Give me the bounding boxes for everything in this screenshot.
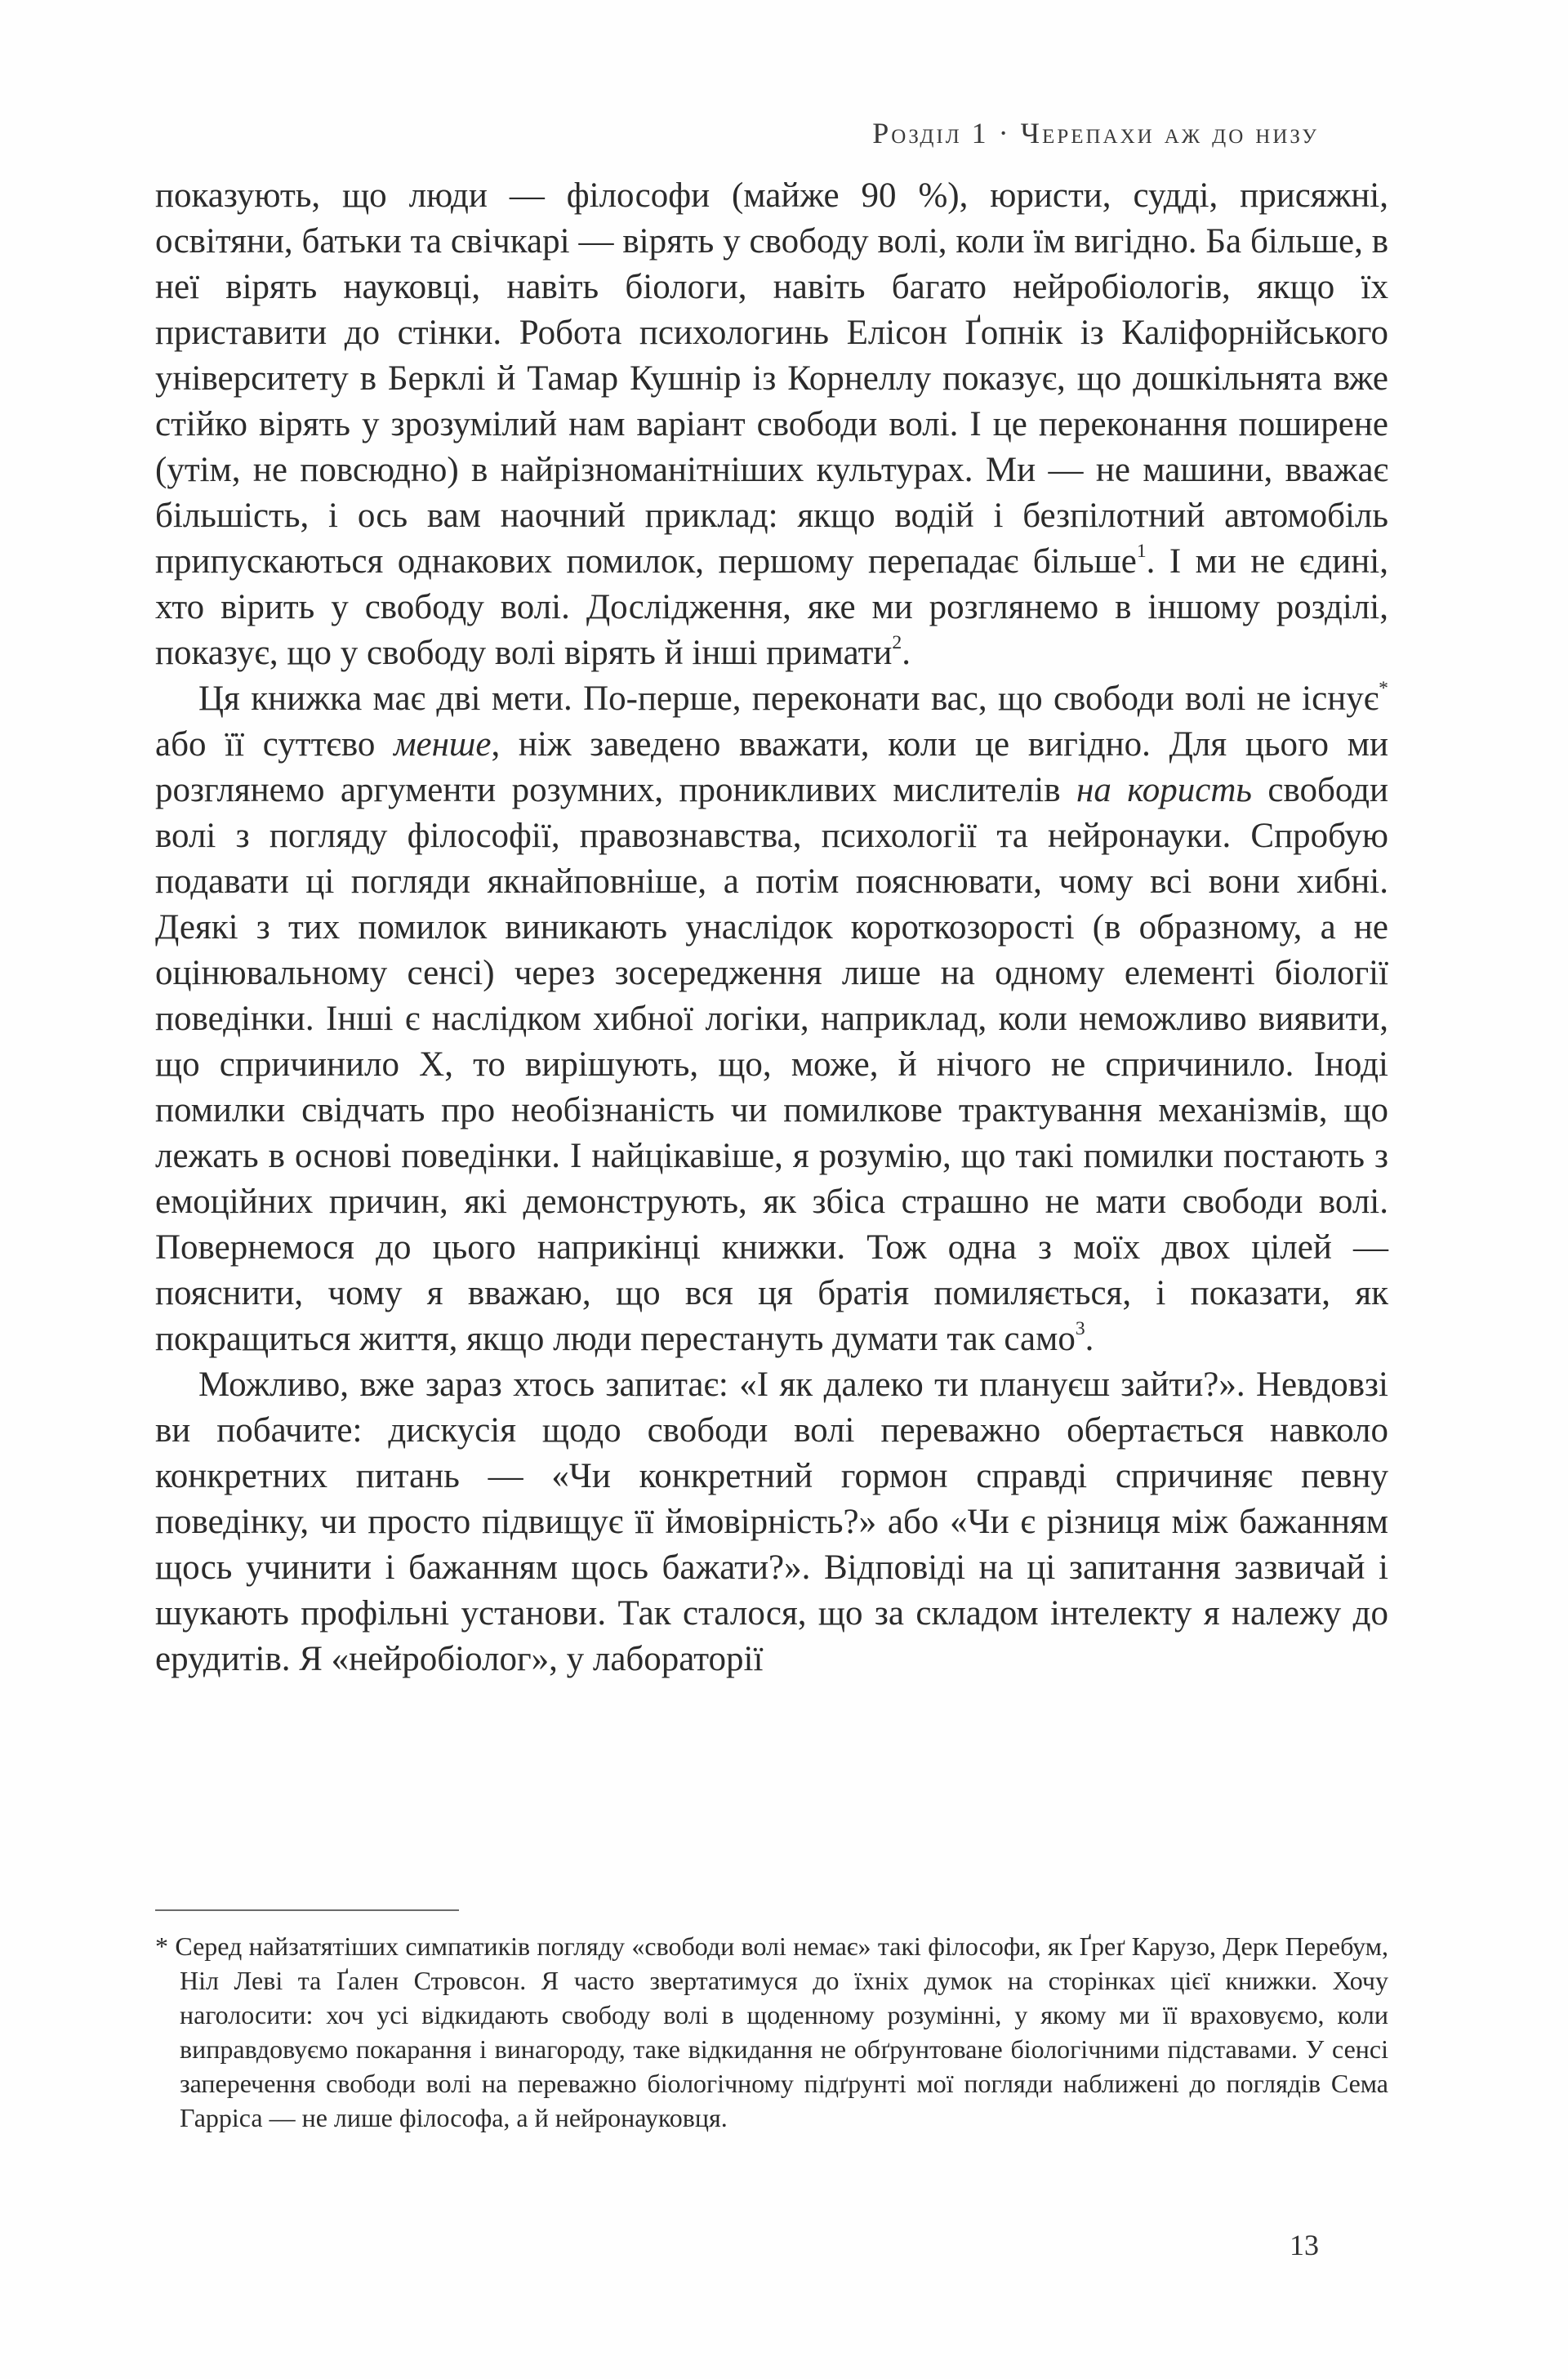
paragraph-2-end: . (1085, 1320, 1094, 1358)
page-number: 13 (1290, 2229, 1319, 2261)
endnote-ref-1[interactable]: 1 (1136, 541, 1147, 563)
paragraph-3 (155, 1362, 1388, 1682)
endnote-ref-2[interactable]: 2 (892, 632, 902, 654)
running-header: Розділ 1 · Черепахи аж до низу (872, 117, 1319, 149)
footnote (155, 1929, 1388, 2135)
paragraph-2-text-d: свободи волі з погляду філософії, правознавства, психології та нейронауки. Спробую подавати ці погляди якнайповніше, а потім пояснювати, чому всі вони хибні. Деякі з тих помилок виникають унаслідок короткозорості (в образному, а не оцінювальному сенсі) через зосередження лише на одному елементі біології поведінки. Інші є наслідком хибної логіки, наприклад, коли неможливо виявити, що спричинило X, то вирішують, що, може, й нічого не спричинило. Іноді помилки свідчать про необізнаність чи помилкове трактування механізмів, що лежать в основі поведінки. І найцікавіше, я розумію, що такі помилки постають з емоційних причин, які демонструють, як збіса страшно не мати свободи волі. Повернемося до цього наприкінці книжки. Тож одна з моїх двох цілей — пояснити, чому я вважаю, що вся ця братія помиляється, і показати, як покращиться життя, якщо люди перестануть думати так само (155, 771, 1389, 1358)
paragraph-1-end: . (902, 634, 911, 672)
footnote-ref-star[interactable]: * (1379, 678, 1388, 700)
paragraph-2-text-c: , ніж заведено вважати, коли це вигідно. Для цього ми розглянемо аргументи розумних, проникливих мислителів (155, 725, 1388, 809)
emphasis-menshe: менше (394, 725, 492, 764)
paragraph-1-text: показують, що люди — філософи (майже 90 %), юристи, судді, присяжні, освітяни, батьки та свічкарі — вірять у свободу волі, коли їм вигідно. Ба більше, в неї вірять науковці, навіть біологи, навіть багато нейробіологів, якщо їх приставити до стінки. Робота психологинь Елісон Ґопнік із Каліфорнійського університету в Берклі й Тамар Кушнір із Корнеллу показує, що дошкільнята вже стійко вірять у зрозумілий нам варіант свободи волі. І це переконання поширене (утім, не повсюдно) в найрізноманітніших культурах. Ми — не машини, вважає більшість, і ось вам наочний приклад: якщо водій і безпілотний автомобіль припускаються однакових помилок, першому перепадає більше (155, 176, 1388, 581)
endnote-ref-3[interactable]: 3 (1075, 1318, 1085, 1340)
paragraph-3-text: Можливо, вже зараз хтось запитає: «І як далеко ти плануєш зайти?». Невдовзі ви побачите: дискусія щодо свободи волі переважно обертається навколо конкретних питань — «Чи конкретний гормон справді спричиняє певну поведінку, чи просто підвищує її ймовірність?» або «Чи є різниця між бажанням щось учинити і бажанням щось бажати?». Відповіді на ці запитання зазвичай і шукають профільні установи. Так сталося, що за складом інтелекту я належу до ерудитів. Я «нейробіолог», у лабораторії (155, 1365, 1388, 1678)
emphasis-na-koryst: на користь (1076, 771, 1252, 809)
paragraph-2 (155, 676, 1388, 1362)
footnote-paragraph (155, 1929, 1388, 2135)
paragraph-2-text-b: або її суттєво (155, 725, 394, 764)
footnote-divider (155, 1909, 459, 1911)
paragraph-1-tail: . І ми не єдині, хто вірить у свободу волі. Дослідження, яке ми розглянемо в іншому розділі, показує, що у свободу волі вірять й інші примати (155, 542, 1388, 672)
footnote-text: Серед найзатятіших симпатиків погляду «свободи волі немає» такі філософи, як Ґреґ Карузо, Дерк Перебум, Ніл Леві та Ґален Стровсон. Я часто звертатимуся до їхніх думок на сторінках цієї книжки. Хочу наголосити: хоч усі відкидають свободу волі в щоденному розумінні, у якому ми її враховуємо, коли виправдовуємо покарання і винагороду, таке відкидання не обґрунтоване біологічними підставами. У сенсі заперечення свободи волі на переважно біологічному підґрунті мої погляди наближені до поглядів Сема Гарріса — не лише філософа, а й нейронауковця. (168, 1931, 1388, 2132)
footnote-marker: * (155, 1931, 168, 1961)
paragraph-2-text-a: Ця книжка має дві мети. По-перше, переконати вас, що свободи волі не існує (198, 679, 1379, 718)
paragraph-1 (155, 173, 1388, 676)
main-text (155, 173, 1388, 1682)
